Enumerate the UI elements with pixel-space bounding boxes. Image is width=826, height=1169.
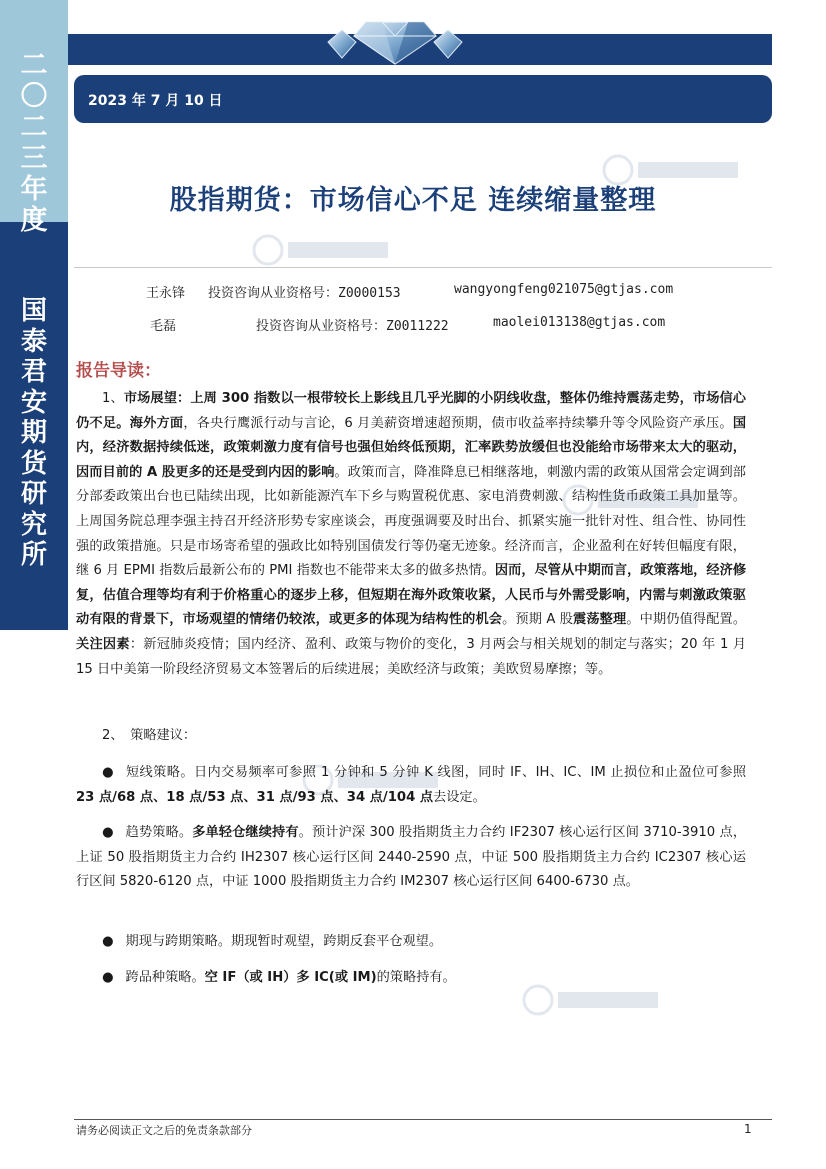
trend-text-2: 。预计沪深 300 股指期货主力合约 IF2307 核心运行区间 3710-3910 点，上证 50 股指期货主力合约 IH2307 核心运行区间 2440-2590 点，中证 500 股指期货主力合约 IC2307 核心运行区间 5820-6120 点，中证 1000 股指期货主力合约 IM2307 核心运行区间 6400-6730 点。 — [76, 825, 747, 890]
sidebar-company-name — [0, 296, 68, 571]
strategy-heading — [76, 724, 746, 749]
outlook-text-5: ：新冠肺炎疫情；国内经济、盈利、政策与物价的变化，3 月两会与相关规划的制定与落实；20 年 1 月 15 日中美第一阶段经济贸易文本签署后的后续进展；美欧经济与政策；美欧贸易摩擦；等。 — [76, 636, 747, 677]
short-term-text-2: 去设定。 — [433, 789, 486, 805]
year-char: 度 — [20, 205, 48, 236]
bullet-icon: ● — [102, 970, 114, 985]
company-char: 所 — [20, 540, 47, 570]
cross-text-2: 的策略持有。 — [376, 970, 456, 985]
footer-divider — [74, 1119, 772, 1120]
outlook-text-3: 。预期 A 股 — [502, 612, 574, 628]
footer-disclaimer: 请务必阅读正文之后的免责条款部分 — [76, 1124, 252, 1137]
bullet-icon: ● — [102, 825, 114, 840]
basis-strategy — [76, 930, 746, 955]
guide-heading: 报告导读： — [76, 361, 161, 381]
market-outlook-paragraph — [76, 387, 746, 682]
strategy-heading-text: 2、 策略建议： — [102, 728, 197, 743]
company-char: 君 — [20, 357, 47, 387]
watermark-icon — [250, 230, 400, 270]
title-divider — [74, 267, 772, 268]
company-char: 安 — [20, 387, 47, 418]
report-date: 2023 年 7 月 10 日 — [88, 93, 223, 109]
cross-text-1: 跨品种策略。 — [125, 970, 205, 985]
outlook-bold-4: 震荡整理 — [573, 612, 627, 628]
year-char: 年 — [20, 174, 48, 205]
company-char: 期 — [20, 418, 47, 448]
company-char: 国 — [20, 296, 47, 326]
year-char: 三 — [20, 143, 48, 174]
cross-bold: 空 IF（或 IH）多 IC(或 IM) — [204, 970, 377, 985]
short-term-strategy — [76, 761, 746, 810]
date-bar — [74, 75, 772, 123]
short-term-text-1: 短线策略。日内交易频率可参照 1 分钟和 5 分钟 K 线图，同时 IF、IH、IC、IM 止损位和止盈位可参照 — [125, 765, 747, 780]
analyst-1-name: 王永锋 — [146, 286, 186, 301]
year-char: 二 — [20, 112, 48, 143]
outlook-bold-3: 因而，尽管从中期而言，政策落地，经济修复，估值合理等均有利于价格重心的逐步上移，但短期在海外政策收紧，人民币与外需受影响，内需与刺激政策驱动有限的背景下，市场观望的情绪仍较浓，或更多的体现为结构性的机会 — [76, 563, 747, 628]
company-char: 研 — [20, 479, 47, 509]
analyst-1-email: wangyongfeng021075@gtjas.com — [454, 282, 674, 297]
year-char: 〇 — [20, 81, 48, 112]
short-term-levels: 23 点/68 点、18 点/53 点、31 点/93 点、34 点/104 点 — [76, 789, 434, 805]
year-char: 二 — [20, 50, 48, 81]
analyst-2-qualification: 投资咨询从业资格号：Z0011222 — [256, 319, 449, 334]
company-char: 货 — [20, 448, 47, 479]
outlook-bold-5: 关注因素 — [76, 636, 130, 652]
company-char: 泰 — [20, 326, 47, 357]
bullet-icon: ● — [102, 934, 114, 949]
diamond-logo-icon — [320, 0, 470, 66]
bullet-icon: ● — [102, 765, 114, 780]
outlook-text-4: 。中期仍值得配置。 — [626, 612, 747, 628]
outlook-text-1: ，各央行鹰派行动与言论，6 月美薪资增速超预期，债市收益率持续攀升等令风险资产承压。 — [183, 415, 733, 431]
cross-product-strategy — [76, 966, 746, 991]
page-number: 1 — [744, 1122, 752, 1136]
analyst-2-email: maolei013138@gtjas.com — [493, 315, 666, 330]
trend-text-1: 趋势策略。 — [125, 825, 193, 840]
analyst-2-name: 毛磊 — [150, 319, 177, 334]
trend-strategy — [76, 821, 746, 895]
outlook-bold-1: 市场展望：上周 300 指数以一根带较长上影线且几乎光脚的小阴线收盘，整体仍维持震荡走势，市场信心仍不足。海外方面 — [76, 391, 746, 431]
basis-text: 期现与跨期策略。期现暂时观望，跨期反套平仓观望。 — [125, 934, 443, 949]
outlook-text-2: 。政策而言，降准降息已相继落地，刺激内需的政策从国常会定调到部分部委政策出台也已陆续出现，比如新能源汽车下乡与购置税优惠、家电消费刺激、结构性货币政策工具加量等。上周国务院总理李强主持召开经济形势专家座谈会，再度强调要及时出台、抓紧实施一批针对性、组合性、协同性强的政策措施。只是市场寄希望的强政比如特别国债发行等仍毫无迹象。经济而言，企业盈利在好转但幅度有限，继 6 月 EPMI 指数后最新公布的 PMI 指数也不能带来太多的做多热情。 — [76, 464, 746, 579]
trend-bold: 多单轻仓继续持有 — [192, 825, 299, 840]
report-title: 股指期货：市场信心不足 连续缩量整理 — [169, 185, 657, 216]
analyst-1-qualification: 投资咨询从业资格号：Z0000153 — [208, 286, 401, 301]
paragraph-number: 1、 — [102, 391, 124, 406]
outlook-bold-2: 国内，经济数据持续低迷，政策刺激力度有信号也强但始终低预期，汇率跌势放缓但也没能给市场带来太大的驱动，因而目前的 A 股更多的还是受到内因的影响 — [76, 415, 746, 480]
company-char: 究 — [20, 509, 47, 540]
